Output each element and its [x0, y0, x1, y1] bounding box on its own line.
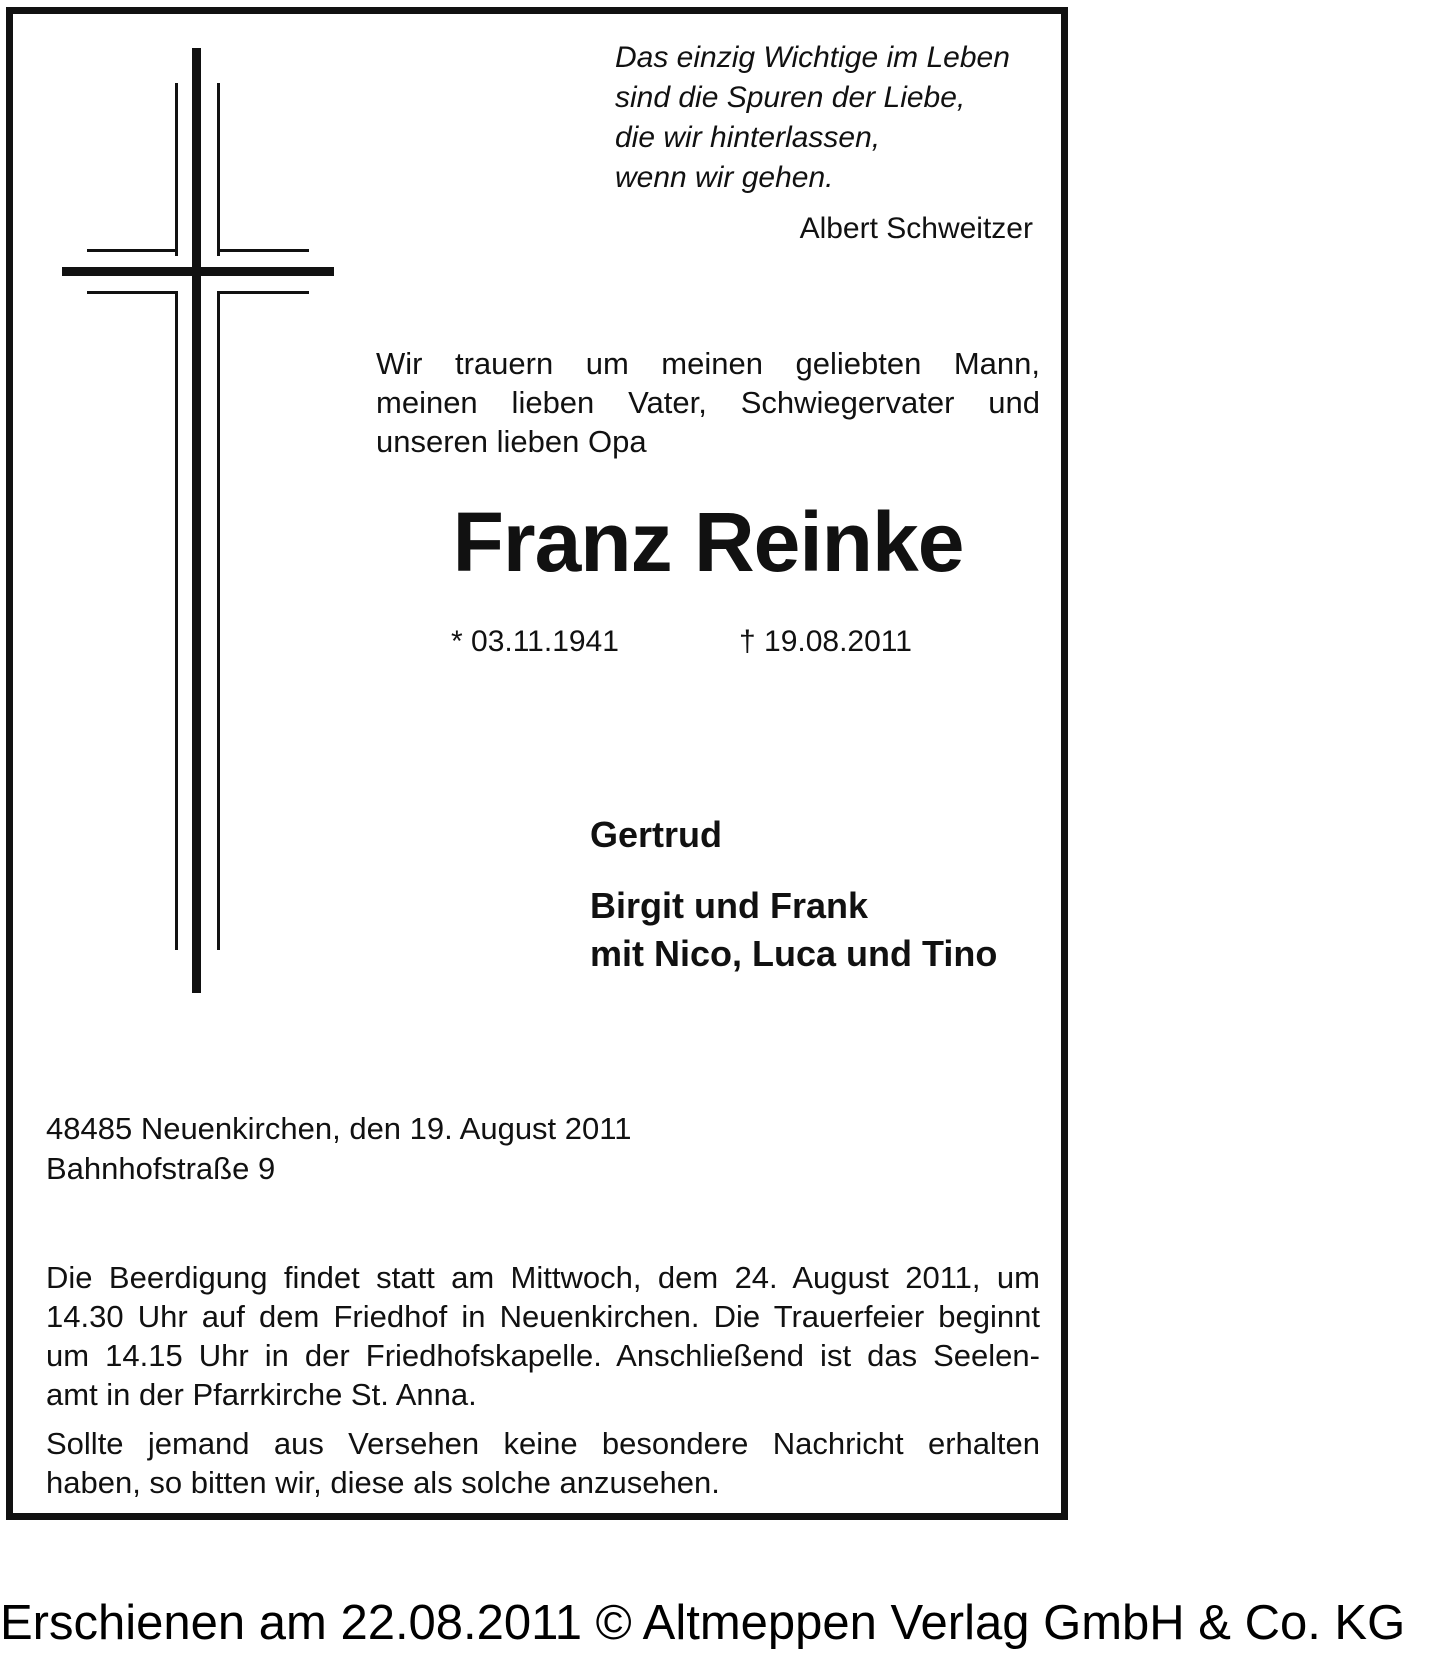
- quote-author: Albert Schweitzer: [799, 212, 1033, 245]
- quote-line: wenn wir gehen.: [615, 161, 834, 194]
- mourner-name: Gertrud: [590, 814, 723, 855]
- mourner-name: mit Nico, Luca und Tino: [590, 933, 998, 974]
- address: [46, 1109, 631, 1189]
- funeral-line: 14.30 Uhr auf dem Friedhof in Neuenkirchen. Die Trauerfeier beginnt: [46, 1299, 1040, 1334]
- mourner-name: Birgit und Frank: [590, 885, 868, 926]
- quote-line: Das einzig Wichtige im Leben: [615, 41, 1010, 74]
- notice-line: Sollte jemand aus Versehen keine besondere Nachricht erhalten: [46, 1426, 1040, 1461]
- funeral-line: um 14.15 Uhr in der Friedhofskapelle. Anschließend ist das Seelen-: [46, 1338, 1040, 1373]
- obituary-notice: [6, 7, 1068, 1520]
- publication-footer: Erschienen am 22.08.2011 © Altmeppen Verlag GmbH & Co. KG: [0, 1596, 1406, 1650]
- funeral-line: amt in der Pfarrkirche St. Anna.: [46, 1377, 477, 1412]
- notice-line: haben, so bitten wir, diese als solche anzusehen.: [46, 1465, 720, 1500]
- quote-line: sind die Spuren der Liebe,: [615, 81, 966, 114]
- birth-date: * 03.11.1941: [451, 625, 619, 658]
- intro-line: Wir trauern um meinen geliebten Mann,: [376, 346, 1040, 381]
- deceased-name: Franz Reinke: [452, 495, 964, 589]
- quote-line: die wir hinterlassen,: [615, 121, 881, 154]
- address-line: 48485 Neuenkirchen, den 19. August 2011: [46, 1111, 632, 1146]
- funeral-line: Die Beerdigung findet statt am Mittwoch, dem 24. August 2011, um: [46, 1260, 1040, 1295]
- death-date: † 19.08.2011: [739, 625, 912, 658]
- funeral-details: [46, 1258, 1040, 1414]
- address-line: Bahnhofstraße 9: [46, 1151, 276, 1186]
- notice-note: [46, 1424, 1040, 1502]
- intro-line: unseren lieben Opa: [376, 424, 647, 459]
- quote: [615, 38, 1010, 198]
- intro-line: meinen lieben Vater, Schwiegervater und: [376, 385, 1040, 420]
- intro-text: [376, 344, 1040, 461]
